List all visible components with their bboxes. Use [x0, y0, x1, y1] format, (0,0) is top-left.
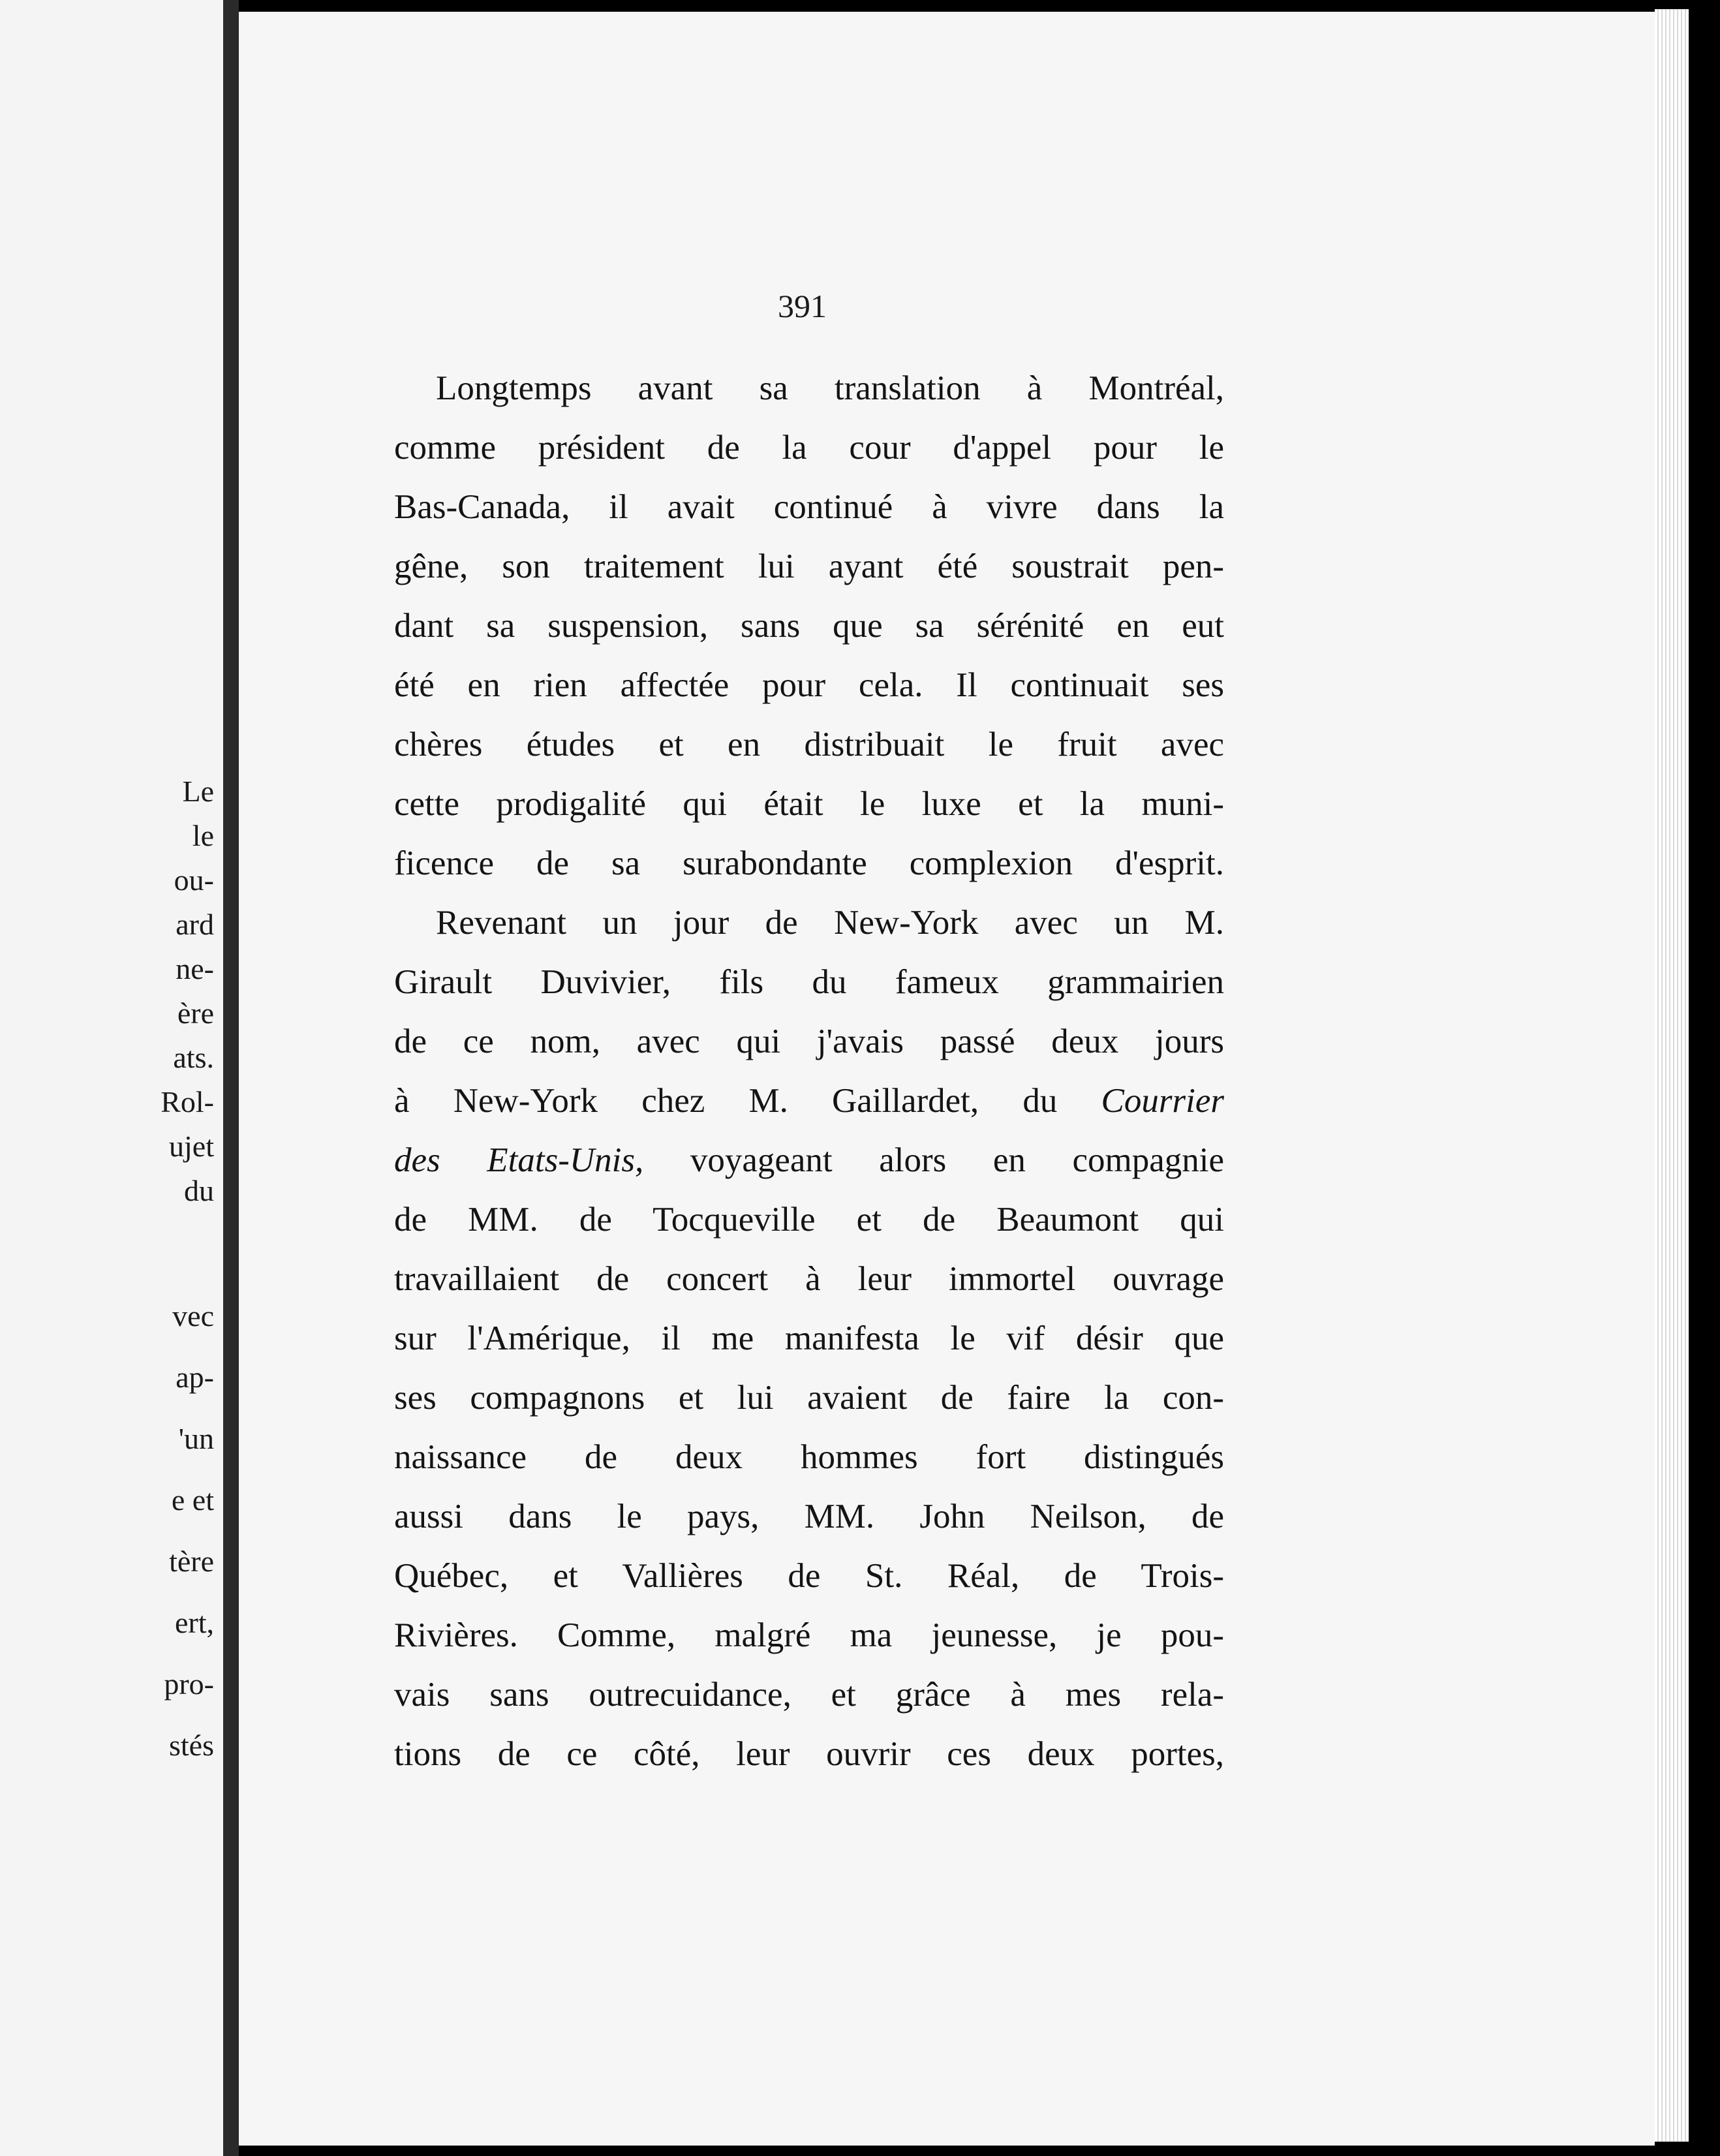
text-line: chères études et en distribuait le fruit avec	[394, 726, 1224, 763]
text-line: comme président de la cour d'appel pour le	[394, 429, 1224, 467]
left-text-fragment: ert,	[174, 1606, 214, 1639]
text-line: Revenant un jour de New-York avec un M.	[436, 904, 1224, 942]
book-gutter	[223, 0, 239, 2156]
text-line: travaillaient de concert à leur immortel ouvrage	[394, 1260, 1224, 1298]
text-line: ses compagnons et lui avaient de faire la con-	[394, 1379, 1224, 1417]
left-text-fragment: ap-	[176, 1361, 214, 1394]
text-segment: à New-York chez M. Gaillardet, du	[394, 1082, 1058, 1120]
left-page-fragment	[0, 0, 223, 2156]
left-text-fragment: le	[192, 819, 214, 852]
text-line: Bas-Canada, il avait continué à vivre dans la	[394, 488, 1224, 526]
left-text-fragment: vec	[172, 1299, 214, 1332]
text-line: été en rien affectée pour cela. Il continuait ses	[394, 666, 1224, 704]
text-line: dant sa suspension, sans que sa sérénité en eut	[394, 607, 1224, 645]
left-text-fragment: 'un	[178, 1422, 214, 1455]
text-line: de ce nom, avec qui j'avais passé deux jours	[394, 1023, 1224, 1060]
page-edges	[1655, 9, 1689, 2142]
text-line: de MM. de Tocqueville et de Beaumont qui	[394, 1201, 1224, 1239]
text-segment: voyageant alors en compagnie	[690, 1141, 1225, 1179]
left-text-fragment: ou-	[174, 863, 214, 897]
left-text-fragment: stés	[169, 1729, 214, 1762]
text-line: naissance de deux hommes fort distingués	[394, 1438, 1224, 1476]
left-text-fragment: ère	[177, 996, 214, 1030]
left-text-fragment: Rol-	[161, 1085, 214, 1118]
text-line: ficence de sa surabondante complexion d'esprit.	[394, 844, 1224, 882]
left-text-fragment: ats.	[173, 1041, 214, 1074]
text-line: cette prodigalité qui était le luxe et la muni-	[394, 785, 1224, 823]
text-line: Québec, et Vallières de St. Réal, de Trois-	[394, 1557, 1224, 1595]
text-line: Longtemps avant sa translation à Montréal,	[436, 369, 1224, 407]
text-line: aussi dans le pays, MM. John Neilson, de	[394, 1498, 1224, 1535]
left-text-fragment: ard	[176, 908, 214, 941]
italic-title: Courrier	[1101, 1082, 1225, 1120]
left-text-fragment: Le	[182, 775, 214, 808]
left-text-fragment: e et	[171, 1483, 214, 1517]
text-line: gêne, son traitement lui ayant été soustrait pen-	[394, 547, 1224, 585]
left-text-fragment: pro-	[164, 1667, 214, 1701]
left-text-fragment: tère	[169, 1545, 214, 1578]
left-text-fragment: du	[184, 1174, 214, 1207]
text-line: Girault Duvivier, fils du fameux grammairien	[394, 963, 1224, 1001]
page-number: 391	[778, 288, 827, 324]
text-line: Rivières. Comme, malgré ma jeunesse, je pou-	[394, 1616, 1224, 1654]
left-text-fragment: ne-	[176, 952, 214, 985]
text-line: tions de ce côté, leur ouvrir ces deux portes,	[394, 1735, 1224, 1773]
left-text-fragment: ujet	[169, 1130, 214, 1163]
italic-title: des Etats-Unis,	[394, 1141, 644, 1179]
text-line: vais sans outrecuidance, et grâce à mes rela-	[394, 1676, 1224, 1714]
text-line	[394, 1137, 1224, 1183]
text-line	[394, 1078, 1224, 1124]
text-line: sur l'Amérique, il me manifesta le vif désir que	[394, 1319, 1224, 1357]
